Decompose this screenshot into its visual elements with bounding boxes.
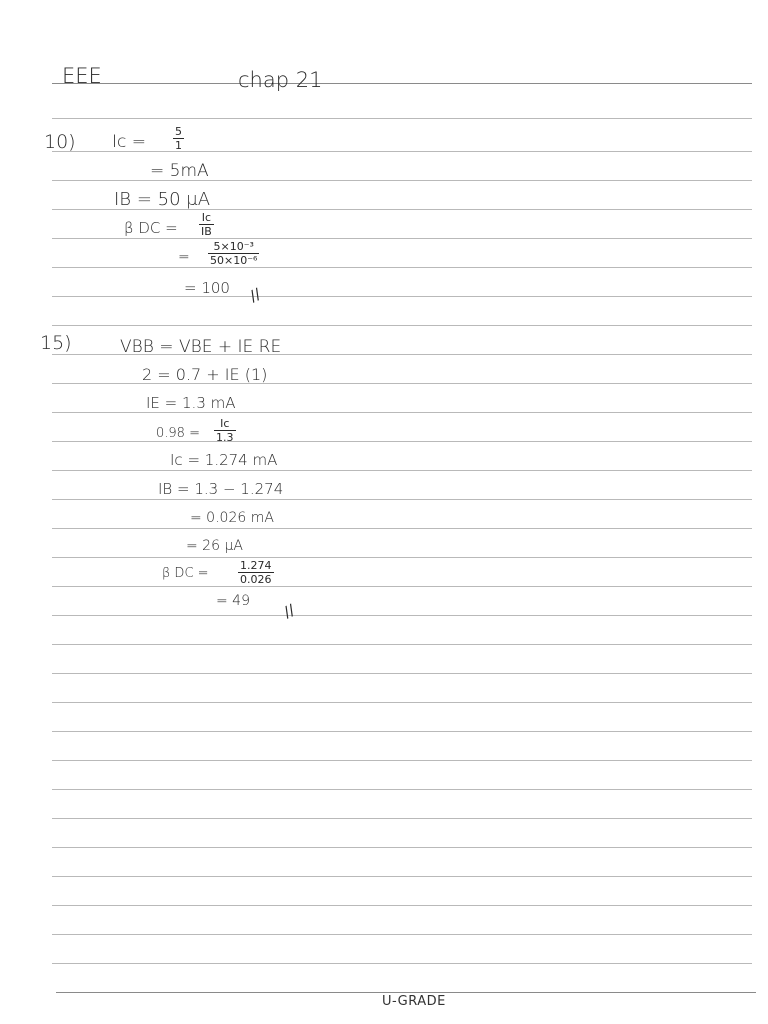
ruled-line: [52, 296, 752, 297]
end-mark: //: [280, 600, 298, 622]
equation-lhs: β DC =: [124, 219, 178, 237]
ruled-line: [52, 702, 752, 703]
ruled-line: [52, 673, 752, 674]
ruled-line: [52, 238, 752, 239]
equation-line: = 49: [216, 593, 250, 609]
ruled-line: [52, 586, 752, 587]
ruled-line: [52, 847, 752, 848]
ruled-line: [52, 470, 752, 471]
fraction: [208, 241, 259, 266]
question-number: 10): [44, 131, 76, 153]
ruled-line: [52, 325, 752, 326]
equation-line: = 100: [184, 279, 230, 297]
ruled-line: [52, 905, 752, 906]
fraction-numerator: Ic: [220, 417, 230, 430]
ruled-line: [52, 731, 752, 732]
fraction: [214, 418, 236, 443]
fraction-numerator: Ic: [201, 211, 212, 224]
equation-lhs: Ic =: [112, 132, 147, 152]
equation-line: Ic = 1.274 mA: [170, 451, 278, 469]
fraction-denominator: 50×10⁻⁶: [210, 254, 258, 267]
fraction-numerator: 5: [175, 125, 182, 138]
subject-title: EEE: [62, 64, 102, 88]
equals-sign: =: [178, 249, 190, 265]
ruled-line: [52, 615, 752, 616]
fraction-numerator: 1.274: [240, 559, 272, 572]
ruled-line: [52, 557, 752, 558]
ruled-line: [52, 267, 752, 268]
ruled-line: [52, 644, 752, 645]
fraction-numerator: 5×10⁻³: [213, 240, 254, 253]
ruled-line: [52, 118, 752, 119]
equation-line: = 26 μA: [186, 538, 243, 554]
fraction-denominator: 1: [175, 139, 182, 152]
equation-line: = 0.026 mA: [190, 510, 274, 526]
ruled-line: [52, 412, 752, 413]
ruled-line: [52, 760, 752, 761]
equation-lhs: 0.98 =: [156, 426, 200, 441]
fraction-denominator: IB: [201, 225, 212, 238]
ruled-line: [52, 499, 752, 500]
equation-lhs: β DC =: [162, 566, 209, 581]
chapter-title: chap 21: [238, 68, 323, 92]
end-mark: //: [246, 284, 264, 306]
ruled-line: [56, 992, 756, 993]
fraction-denominator: 0.026: [240, 573, 272, 586]
brand-footer: U-GRADE: [382, 994, 446, 1009]
ruled-line: [52, 441, 752, 442]
ruled-line: [52, 789, 752, 790]
equation-line: 2 = 0.7 + IE (1): [142, 365, 268, 384]
ruled-line: [52, 934, 752, 935]
equation-line: IB = 50 μA: [114, 189, 211, 210]
equation-line: IE = 1.3 mA: [146, 394, 236, 412]
equation-line: = 5mA: [150, 161, 209, 181]
ruled-line: [52, 151, 752, 152]
equation-line: VBB = VBE + IE RE: [120, 337, 282, 357]
fraction: [238, 560, 274, 585]
fraction: [173, 126, 184, 151]
equation-line: IB = 1.3 − 1.274: [158, 480, 284, 498]
ruled-line: [52, 818, 752, 819]
ruled-line: [52, 963, 752, 964]
fraction: [199, 212, 214, 237]
question-number: 15): [40, 332, 72, 354]
ruled-line: [52, 83, 752, 84]
ruled-line: [52, 528, 752, 529]
fraction-denominator: 1.3: [216, 431, 234, 444]
ruled-line: [52, 876, 752, 877]
